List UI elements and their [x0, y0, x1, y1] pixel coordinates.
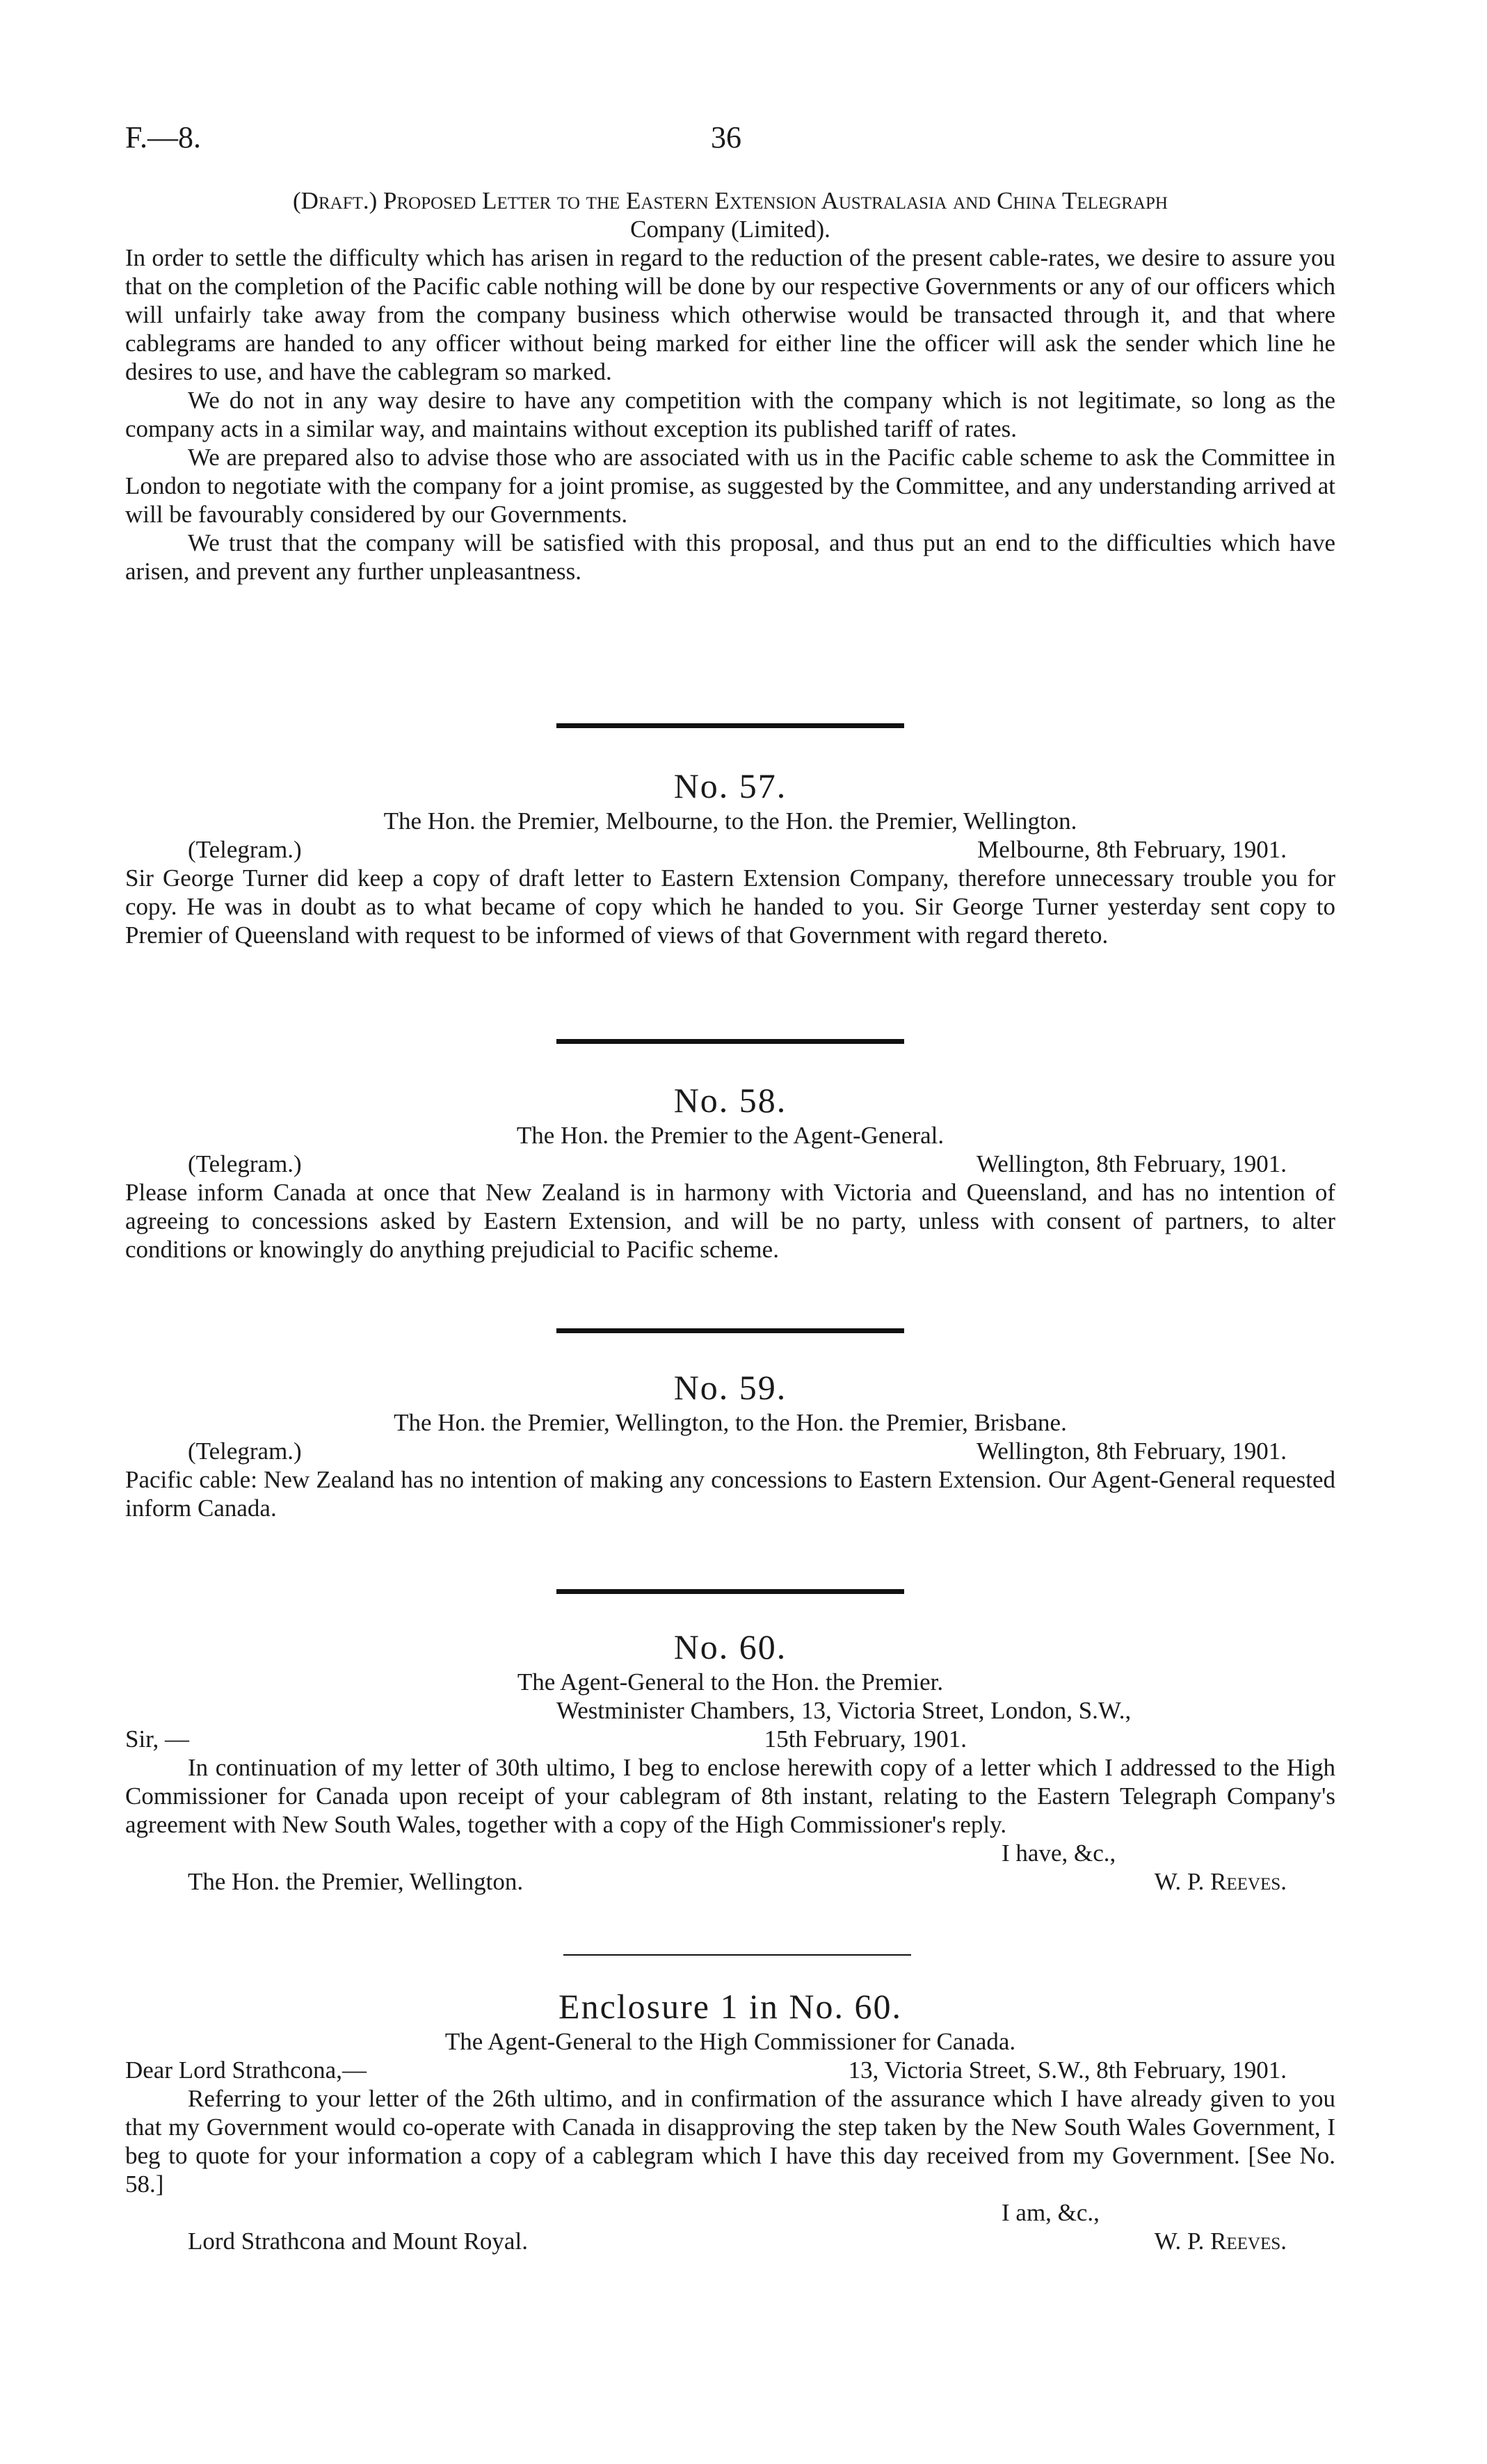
no60-meta [125, 1725, 1335, 1753]
draft-heading [125, 186, 1335, 215]
enclosure1-section [125, 1986, 1335, 2255]
no60-section [125, 1626, 1335, 1896]
draft-title: Proposed Letter to the Eastern Extension Australasia and China Telegraph [383, 187, 1168, 214]
no59-dateline: Wellington, 8th February, 1901. [976, 1438, 1287, 1465]
enclosure1-recipient: Lord Strathcona and Mount Royal. [188, 2228, 528, 2255]
no58-section [125, 1079, 1335, 1264]
no59-title: No. 59. [673, 1368, 787, 1407]
page-reference: F.—8. [125, 120, 201, 154]
section-divider-thin [563, 1954, 911, 1956]
no57-title: No. 57. [673, 766, 787, 805]
enclosure1-closing: I am, &c., [1002, 2199, 1100, 2226]
no60-body: In continuation of my letter of 30th ultimo, I beg to enclose herewith copy of a letter which I addressed to the High Commissioner for Canada upon receipt of your cablegram of 8th instant, relating to the Eastern Telegraph Company's agreement with New South Wales, together with a copy of the High Commissioner's reply. [125, 1754, 1335, 1838]
no57-subtitle: The Hon. the Premier, Melbourne, to the Hon. the Premier, Wellington. [383, 807, 1077, 835]
enclosure1-salutation: Dear Lord Strathcona,— [125, 2056, 367, 2084]
no60-signature: W. P. Reeves. [1154, 1868, 1287, 1895]
draft-letter-section [125, 186, 1335, 586]
no59-type: (Telegram.) [188, 1438, 302, 1465]
enclosure1-body: Referring to your letter of the 26th ultimo, and in confirmation of the assurance which I have already given to you that my Government would co-operate with Canada in disapproving the step taken by the New South Wales Government, I beg to quote for your information a copy of a cablegram which I have this day received from my Government. [See No. 58.] [125, 2085, 1335, 2198]
no60-signoff [125, 1867, 1335, 1896]
no59-meta [125, 1437, 1335, 1465]
no58-body: Please inform Canada at once that New Zealand is in harmony with Victoria and Queensland, and has no intention of agreeing to concessions asked by Eastern Extension, and will be no party, unless with consent of partners, to alter conditions or knowingly do anything prejudicial to Pacific scheme. [125, 1179, 1335, 1263]
no60-date: 15th February, 1901. [764, 1725, 967, 1753]
enclosure1-dateline: 13, Victoria Street, S.W., 8th February, 1901. [848, 2056, 1287, 2084]
no60-salutation: Sir, — [125, 1725, 189, 1753]
enclosure1-title: Enclosure 1 in No. 60. [558, 1987, 902, 2026]
no60-subtitle: The Agent-General to the Hon. the Premier. [517, 1668, 944, 1696]
draft-tag: (Draft.) [293, 187, 378, 214]
no57-type: (Telegram.) [188, 836, 302, 863]
page-number: 36 [711, 120, 741, 154]
no57-dateline: Melbourne, 8th February, 1901. [977, 836, 1287, 863]
no59-body: Pacific cable: New Zealand has no intention of making any concessions to Eastern Extension. Our Agent-General requested inform Canada. [125, 1466, 1335, 1522]
draft-paragraph: In order to settle the difficulty which has arisen in regard to the reduction of the present cable-rates, we desire to assure you that on the completion of the Pacific cable nothing will be done by our respective Governments or any of our officers which will unfairly take away from the company business which otherwise would be transacted through it, and that where cablegrams are handed to any officer without being marked for either line the officer will ask the sender which line he desires to use, and have the cablegram so marked. [125, 244, 1335, 385]
draft-paragraph: We do not in any way desire to have any competition with the company which is not legitimate, so long as the company acts in a similar way, and maintains without exception its published tariff of rates. [125, 387, 1335, 442]
section-divider [556, 1589, 904, 1594]
no59-subtitle: The Hon. the Premier, Wellington, to the Hon. the Premier, Brisbane. [394, 1409, 1067, 1436]
enclosure1-signature: W. P. Reeves. [1154, 2228, 1287, 2255]
draft-title-continued: Company (Limited). [630, 216, 830, 243]
no57-body: Sir George Turner did keep a copy of draft letter to Eastern Extension Company, therefore unnecessary trouble you for copy. He was in doubt as to what became of copy which he handed to you. Sir George Turner yesterday sent copy to Premier of Queensland with request to be informed of views of that Government with regard thereto. [125, 864, 1335, 949]
no58-meta [125, 1150, 1335, 1178]
no58-type: (Telegram.) [188, 1150, 302, 1177]
enclosure1-meta [125, 2056, 1335, 2084]
section-divider [556, 1039, 904, 1044]
no60-title: No. 60. [673, 1627, 787, 1666]
no58-dateline: Wellington, 8th February, 1901. [976, 1150, 1287, 1177]
no60-address: Westminister Chambers, 13, Victoria Street, London, S.W., [556, 1697, 1132, 1724]
enclosure1-signoff [125, 2227, 1335, 2255]
draft-paragraph: We trust that the company will be satisfied with this proposal, and thus put an end to the difficulties which have arisen, and prevent any further unpleasantness. [125, 529, 1335, 585]
draft-paragraph: We are prepared also to advise those who are associated with us in the Pacific cable scheme to ask the Committee in London to negotiate with the company for a joint promise, as suggested by the Committee, and any understanding arrived at will be favourably considered by our Governments. [125, 444, 1335, 528]
no58-title: No. 58. [673, 1081, 787, 1120]
enclosure1-subtitle: The Agent-General to the High Commissioner for Canada. [444, 2028, 1016, 2055]
no57-section [125, 765, 1335, 949]
no58-subtitle: The Hon. the Premier to the Agent-General. [516, 1122, 945, 1149]
no59-section [125, 1367, 1335, 1522]
section-divider [556, 1328, 904, 1333]
section-divider [556, 723, 904, 728]
no60-recipient: The Hon. the Premier, Wellington. [188, 1868, 524, 1895]
no60-closing: I have, &c., [1002, 1839, 1116, 1867]
no57-meta [125, 835, 1335, 864]
